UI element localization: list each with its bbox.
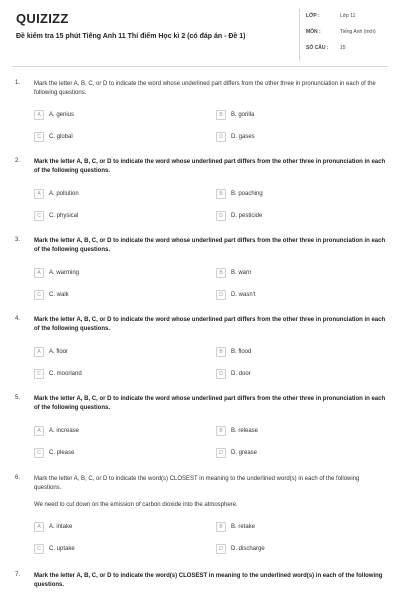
option-text: C. moorland: [49, 371, 82, 377]
option-text: B. warn: [231, 270, 252, 276]
question-number: 1.: [15, 80, 21, 86]
option-letter: D: [216, 369, 226, 379]
header-rule: [12, 66, 388, 67]
option-letter: D: [216, 132, 226, 142]
option-letter: B: [216, 426, 226, 436]
option-letter: C: [34, 448, 44, 458]
option-a[interactable]: [34, 268, 79, 278]
option-text: C. physical: [49, 213, 79, 219]
option-letter: D: [216, 290, 226, 300]
option-a[interactable]: [34, 110, 74, 120]
option-c[interactable]: [34, 132, 73, 142]
question-text: Mark the letter A, B, C, or D to indicate the word(s) CLOSEST in meaning to the underlined word(s) in each of the following questions.: [34, 573, 383, 588]
option-text: A. pollution: [49, 191, 79, 197]
option-letter: A: [34, 426, 44, 436]
option-b[interactable]: [216, 426, 258, 436]
option-text: B. retake: [231, 524, 256, 530]
meta-value: Lớp 11: [340, 13, 356, 19]
option-text: A. floor: [49, 349, 69, 355]
option-c[interactable]: [34, 211, 78, 221]
option-letter: B: [216, 347, 226, 357]
option-text: A. intake: [49, 524, 73, 530]
option-letter: D: [216, 211, 226, 221]
option-text: A. genius: [49, 112, 75, 118]
meta-key: SỐ CÂU :: [306, 45, 329, 51]
question-number: 6.: [15, 475, 21, 481]
option-letter: D: [216, 544, 226, 554]
option-d[interactable]: [216, 448, 257, 458]
option-letter: C: [34, 369, 44, 379]
option-letter: B: [216, 189, 226, 199]
question-text: Mark the letter A, B, C, or D to indicate the word whose underlined part differs from the other three in pronunciation in each of the following questions.: [34, 238, 386, 253]
option-d[interactable]: [216, 211, 262, 221]
worksheet-meta: [306, 13, 396, 61]
option-text: D. door: [231, 371, 251, 377]
option-b[interactable]: [216, 110, 254, 120]
option-c[interactable]: [34, 544, 75, 554]
option-text: B. flood: [231, 349, 252, 355]
meta-key: LỚP :: [306, 13, 320, 19]
option-text: B. gorilla: [231, 112, 255, 118]
option-letter: C: [34, 132, 44, 142]
option-text: C. global: [49, 134, 73, 140]
option-text: D. gases: [231, 134, 255, 140]
question-text: Mark the letter A, B, C, or D to indicate the word whose underlined part differs from the other three in pronunciation in each of the following questions.: [34, 81, 376, 96]
option-text: A. warming: [49, 270, 80, 276]
meta-row-class: [306, 13, 396, 29]
option-letter: A: [34, 268, 44, 278]
option-text: B. poaching: [231, 191, 263, 197]
option-a[interactable]: [34, 347, 68, 357]
option-a[interactable]: [34, 426, 79, 436]
option-d[interactable]: [216, 369, 251, 379]
question-text: Mark the letter A, B, C, or D to indicate the word whose underlined part differs from the other three in pronunciation in each of the following questions.: [34, 317, 386, 332]
meta-key: MÔN :: [306, 29, 321, 35]
option-text: C. uptake: [49, 546, 75, 552]
option-text: C. please: [49, 450, 75, 456]
question-text: Mark the letter A, B, C, or D to indicate the word(s) CLOSEST in meaning to the underlined word(s) in each of the following questions.: [34, 476, 360, 491]
option-d[interactable]: [216, 132, 255, 142]
option-c[interactable]: [34, 448, 74, 458]
option-text: A. increase: [49, 428, 80, 434]
option-text: C. walk: [49, 292, 69, 298]
question-number: 7.: [15, 572, 21, 578]
question-number: 5.: [15, 395, 21, 401]
meta-value: 15: [340, 45, 346, 51]
question-sentence: We need to cut down on the emission of carbon dioxide into the atmosphere.: [34, 502, 238, 508]
option-text: D. discharge: [231, 546, 265, 552]
option-b[interactable]: [216, 347, 251, 357]
option-letter: C: [34, 211, 44, 221]
option-letter: D: [216, 448, 226, 458]
document-title: Đề kiểm tra 15 phút Tiếng Anh 11 Thí điểm Học kì 2 (có đáp án - Đề 1): [16, 33, 246, 40]
option-letter: A: [34, 347, 44, 357]
option-d[interactable]: [216, 290, 256, 300]
option-c[interactable]: [34, 369, 82, 379]
option-text: D. grease: [231, 450, 258, 456]
option-text: D. wasn't: [231, 292, 256, 298]
option-d[interactable]: [216, 544, 265, 554]
meta-row-subject: [306, 29, 396, 45]
header-divider: [299, 9, 300, 61]
meta-row-count: [306, 45, 396, 61]
option-letter: B: [216, 110, 226, 120]
quizizz-logo: QUIZIZZ: [16, 11, 69, 26]
option-letter: C: [34, 290, 44, 300]
question-text: Mark the letter A, B, C, or D to indicate the word whose underlined part differs from the other three in pronunciation in each of the following questions.: [34, 159, 386, 174]
option-letter: B: [216, 268, 226, 278]
option-letter: B: [216, 522, 226, 532]
option-letter: A: [34, 110, 44, 120]
question-number: 4.: [15, 316, 21, 322]
option-text: B. release: [231, 428, 259, 434]
option-a[interactable]: [34, 522, 72, 532]
option-letter: C: [34, 544, 44, 554]
question-number: 3.: [15, 237, 21, 243]
worksheet-header: [0, 0, 400, 66]
option-b[interactable]: [216, 522, 255, 532]
option-letter: A: [34, 522, 44, 532]
question-number: 2.: [15, 158, 21, 164]
option-b[interactable]: [216, 189, 263, 199]
question-text: Mark the letter A, B, C, or D to indicate the word whose underlined part differs from the other three in pronunciation in each of the following questions.: [34, 396, 386, 411]
option-c[interactable]: [34, 290, 69, 300]
option-text: D. pesticide: [231, 213, 263, 219]
option-letter: A: [34, 189, 44, 199]
meta-value: Tiếng Anh (mới): [340, 29, 376, 35]
option-b[interactable]: [216, 268, 251, 278]
option-a[interactable]: [34, 189, 79, 199]
